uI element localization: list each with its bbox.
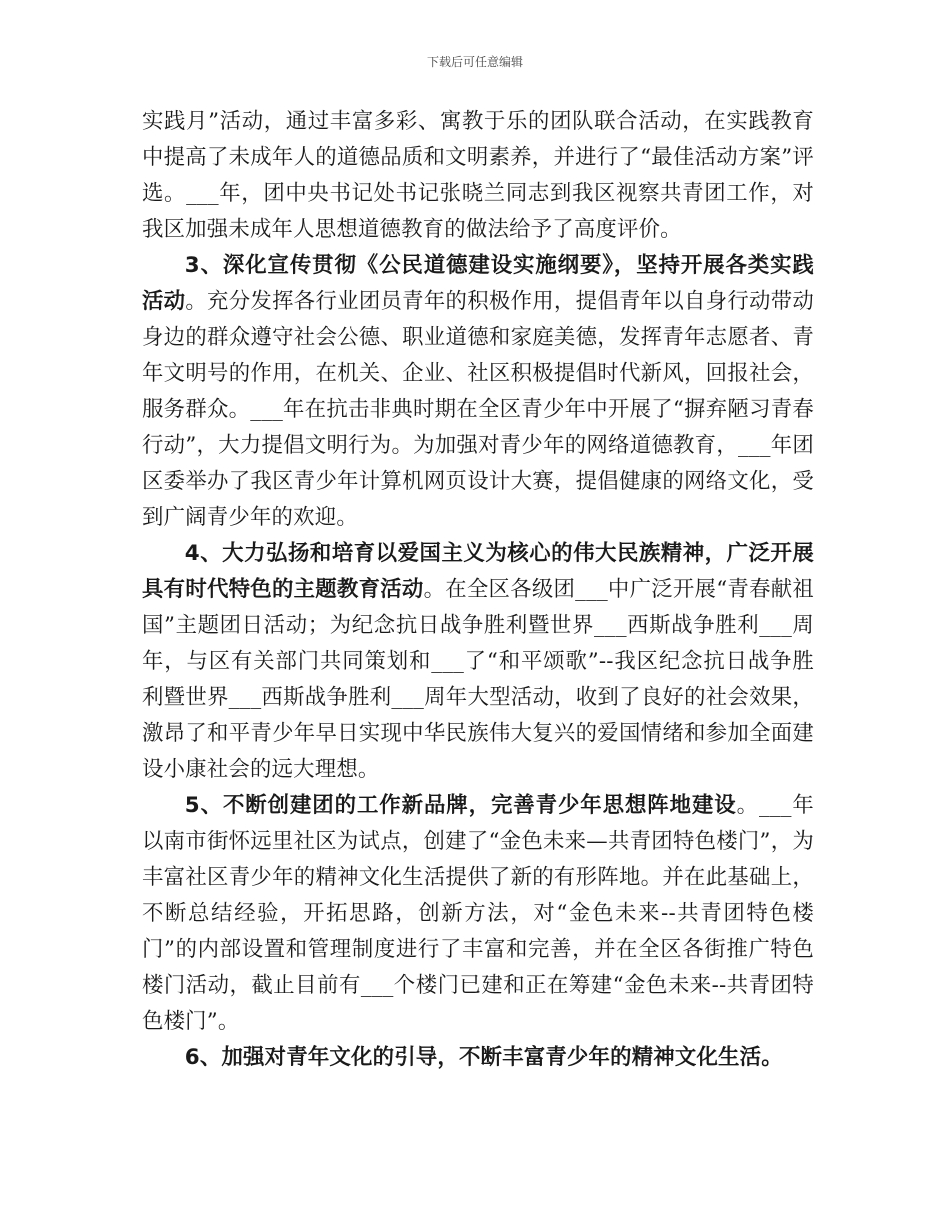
paragraph-4 [142,536,814,788]
paragraph-5 [142,788,814,1040]
paragraph-heading: 6、加强对青年文化的引导，不断丰富青少年的精神文化生活。 [184,1045,783,1070]
paragraph-text: 。在全区各级团___中广泛开展“青春献祖国”主题团日活动；为纪念抗日战争胜利暨世界___西斯战争胜利___周年，与区有关部门共同策划和___了“和平颂歌”--我区纪念抗日战争胜利暨世界___西斯战争胜利___周年大型活动，收到了良好的社会效果，激昂了和平青少年早日实现中华民族伟大复兴的爱国情绪和参加全面建设小康社会的远大理想。 [142,577,814,782]
paragraph-heading: 3、深化宣传贯彻《公民道德建设实施纲要》，坚持开展各类实践活动 [142,253,814,314]
body-text [142,104,814,1076]
paragraph-heading: 4、大力弘扬和培育以爱国主义为核心的伟大民族精神，广泛开展具有时代特色的主题教育活动 [142,541,814,602]
paragraph-text: 。充分发挥各行业团员青年的积极作用，提倡青年以自身行动带动身边的群众遵守社会公德、职业道德和家庭美德，发挥青年志愿者、青年文明号的作用，在机关、企业、社区积极提倡时代新风，回报社会，服务群众。___年在抗击非典时期在全区青少年中开展了“摒弃陋习青春行动”，大力提倡文明行为。为加强对青少年的网络道德教育，___年团区委举办了我区青少年计算机网页设计大赛，提倡健康的网络文化，受到广阔青少年的欢迎。 [142,289,814,530]
paragraph-6 [142,1040,814,1076]
paragraph-text: 实践月”活动，通过丰富多彩、寓教于乐的团队联合活动，在实践教育中提高了未成年人的道德品质和文明素养，并进行了“最佳活动方案”评选。___年，团中央书记处书记张晓兰同志到我区视察共青团工作，对我区加强未成年人思想道德教育的做法给予了高度评价。 [142,109,814,242]
paragraph-3 [142,248,814,536]
header-note: 下载后可任意编辑 [426,55,523,69]
paragraph-continuation [142,104,814,248]
paragraph-text: 。___年以南市街怀远里社区为试点，创建了“金色未来—共青团特色楼门”，为丰富社区青少年的精神文化生活提供了新的有形阵地。并在此基础上，不断总结经验，开拓思路，创新方法，对“金色未来--共青团特色楼门”的内部设置和管理制度进行了丰富和完善，并在全区各街推广特色楼门活动，截止目前有___个楼门已建和正在筹建“金色未来--共青团特色楼门”。 [142,793,814,1034]
paragraph-heading: 5、不断创建团的工作新品牌，完善青少年思想阵地建设 [184,793,737,818]
